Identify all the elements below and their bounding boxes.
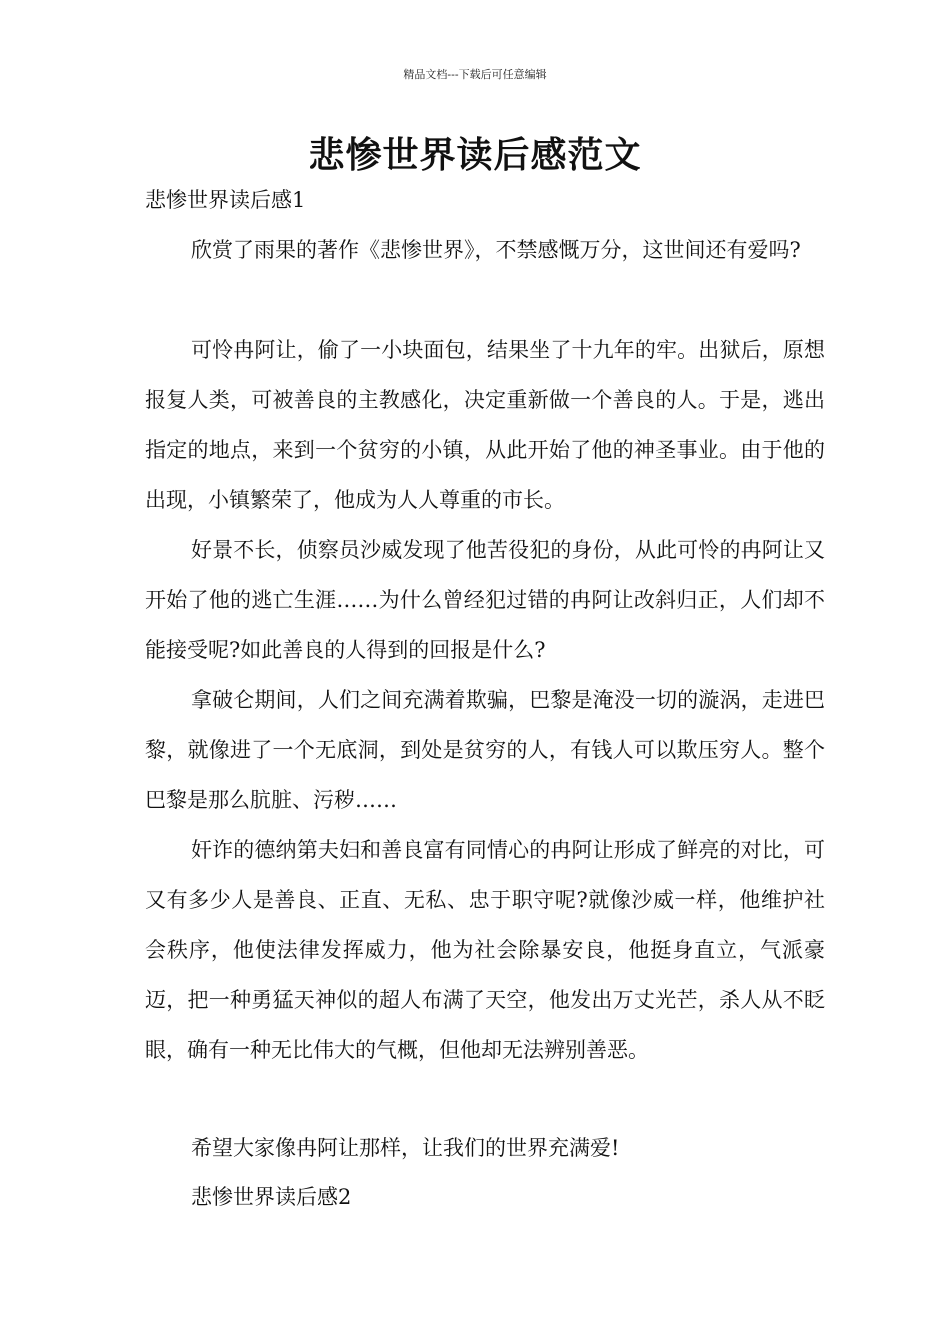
paragraph-2: 可怜冉阿让，偷了一小块面包，结果坐了十九年的牢。出狱后，原想报复人类，可被善良的主教感化，决定重新做一个善良的人。于是，逃出指定的地点，来到一个贫穷的小镇，从此开始了他的神圣事业。由于他的出现，小镇繁荣了，他成为人人尊重的市长。 (145, 338, 825, 512)
section-heading-1: 悲惨世界读后感1 (145, 188, 306, 212)
paragraph-3: 好景不长，侦察员沙威发现了他苦役犯的身份，从此可怜的冉阿让又开始了他的逃亡生涯……为什么曾经犯过错的冉阿让改斜归正，人们却不能接受呢?如此善良的人得到的回报是什么? (145, 538, 825, 662)
document-title: 悲惨世界读后感范文 (308, 134, 642, 176)
paragraph-5: 奸诈的德纳第夫妇和善良富有同情心的冉阿让形成了鲜亮的对比，可又有多少人是善良、正直、无私、忠于职守呢?就像沙威一样，他维护社会秩序，他使法律发挥威力，他为社会除暴安良，他挺身直立，气派豪迈，把一种勇猛天神似的超人布满了天空，他发出万丈光芒，杀人从不眨眼，确有一种无比伟大的气概，但他却无法辨别善恶。 (145, 838, 825, 1062)
paragraph-1: 欣赏了雨果的著作《悲惨世界》，不禁感慨万分，这世间还有爱吗? (191, 238, 801, 262)
paragraph-4: 拿破仑期间，人们之间充满着欺骗，巴黎是淹没一切的漩涡，走进巴黎，就像进了一个无底洞，到处是贫穷的人，有钱人可以欺压穷人。整个巴黎是那么肮脏、污秽…… (145, 688, 825, 812)
paragraph-6: 希望大家像冉阿让那样，让我们的世界充满爱! (191, 1136, 620, 1160)
section-heading-2: 悲惨世界读后感2 (191, 1185, 352, 1209)
page-header-note: 精品文档---下载后可任意编辑 (403, 68, 547, 81)
